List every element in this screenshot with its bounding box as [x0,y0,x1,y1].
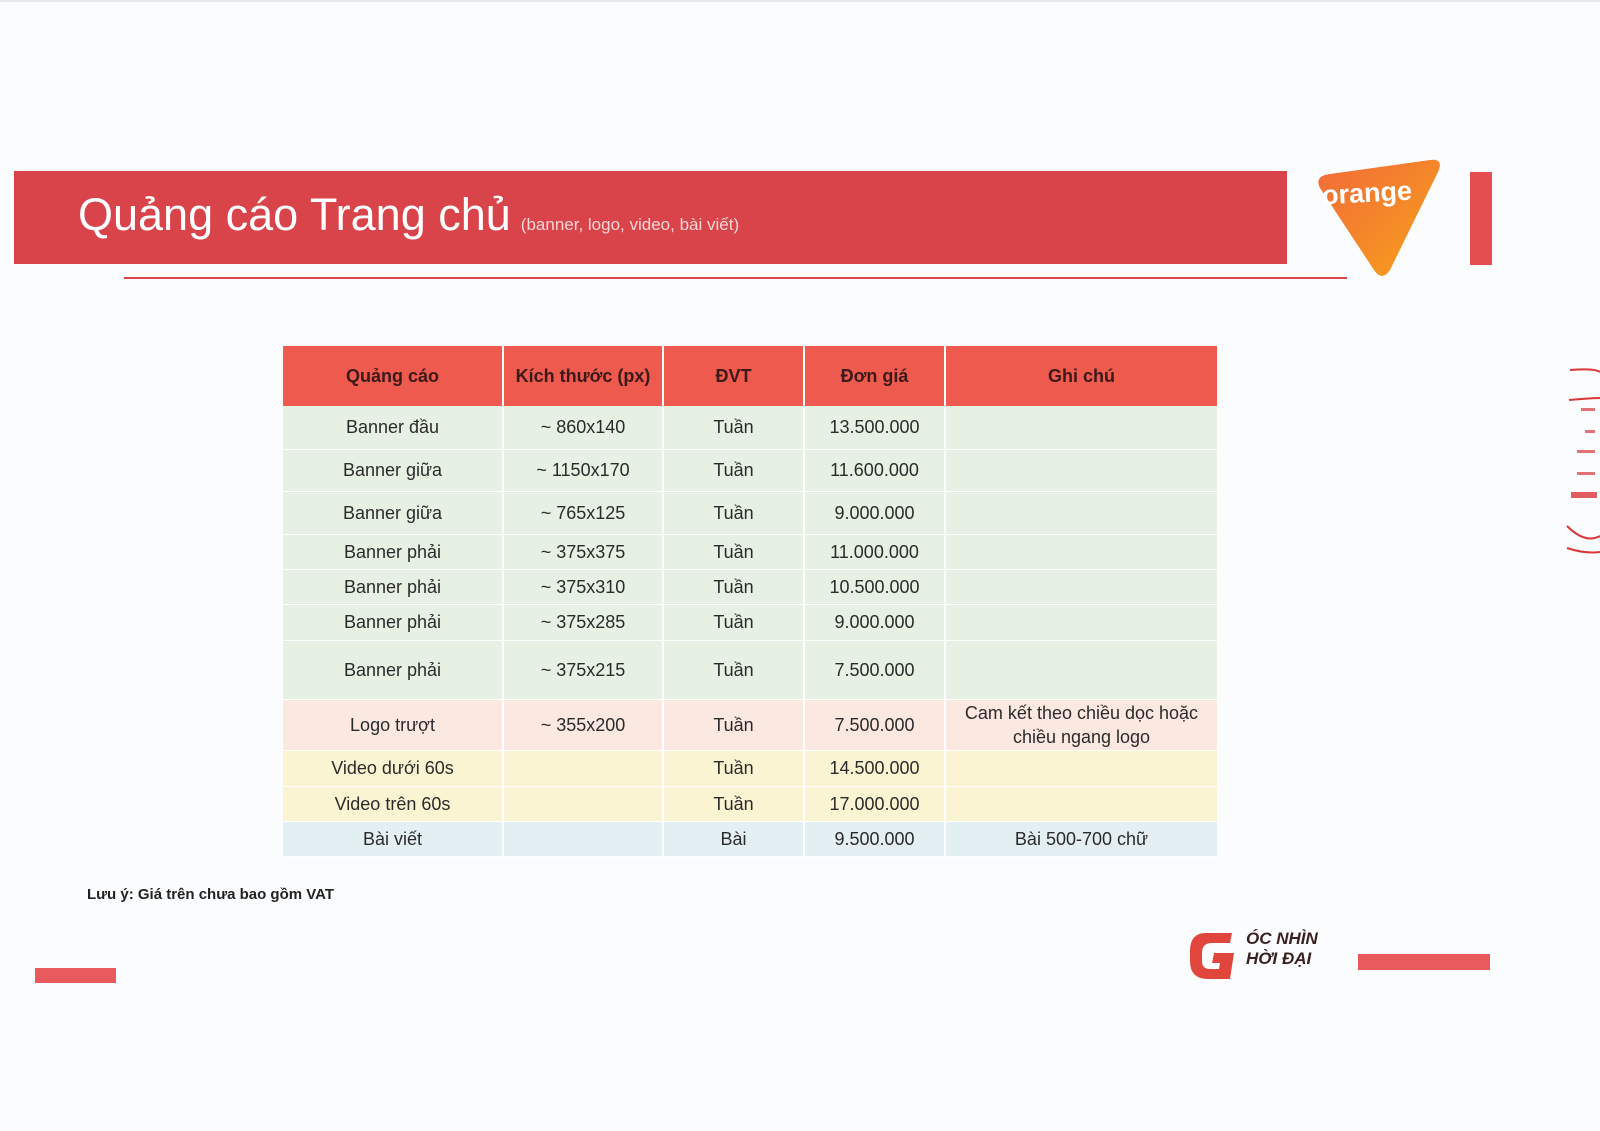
table-row [283,491,1217,534]
vat-footnote: Lưu ý: Giá trên chưa bao gồm VAT [87,886,335,903]
table-row [283,640,1217,699]
goc-nhin-line2: HỜI ĐẠI [1246,949,1312,968]
goc-nhin-g-icon [1186,929,1246,981]
cell-price: 13.500.000 [804,406,945,449]
cell-unit: Tuần [663,491,804,534]
cell-ad: Banner phải [283,604,503,640]
header-banner [14,171,1287,264]
cell-unit: Tuần [663,406,804,449]
col-header-unit: ĐVT [663,346,804,406]
cell-size [503,821,663,856]
orange-triangle-icon [1312,158,1442,280]
cell-size [503,750,663,786]
cell-price: 7.500.000 [804,699,945,750]
cell-ad: Bài viết [283,821,503,856]
table-row [283,449,1217,491]
red-stamp-icon [1565,368,1600,568]
right-accent-bar [1470,172,1492,265]
col-header-note: Ghi chú [945,346,1217,406]
cell-price: 11.600.000 [804,449,945,491]
cell-ad: Banner đầu [283,406,503,449]
table-row [283,821,1217,856]
cell-price: 14.500.000 [804,750,945,786]
table-row [283,569,1217,604]
cell-unit: Tuần [663,604,804,640]
cell-unit: Tuần [663,699,804,750]
orange-logo-text: orange [1321,175,1413,211]
goc-nhin-line1: ÓC NHÌN [1246,929,1318,948]
col-header-price: Đơn giá [804,346,945,406]
cell-size: ~ 765x125 [503,491,663,534]
cell-note [945,491,1217,534]
table-row [283,534,1217,569]
cell-ad: Banner phải [283,569,503,604]
table-header-row [283,346,1217,406]
cell-note [945,449,1217,491]
price-table [283,346,1217,857]
cell-unit: Tuần [663,449,804,491]
cell-note [945,569,1217,604]
cell-ad: Banner phải [283,640,503,699]
table-row [283,786,1217,821]
cell-unit: Tuần [663,750,804,786]
cell-size: ~ 375x285 [503,604,663,640]
cell-note [945,786,1217,821]
goc-nhin-logo-text [1246,929,1318,969]
right-accent-footer-bar [1358,954,1490,970]
page-title [78,189,739,241]
cell-price: 10.500.000 [804,569,945,604]
left-accent-bar [35,968,116,983]
cell-note [945,750,1217,786]
cell-ad: Video trên 60s [283,786,503,821]
cell-size: ~ 860x140 [503,406,663,449]
cell-ad: Video dưới 60s [283,750,503,786]
table-row [283,604,1217,640]
cell-ad: Logo trượt [283,699,503,750]
page-subtitle: (banner, logo, video, bài viết) [520,215,740,234]
cell-size [503,786,663,821]
page-title-text: Quảng cáo Trang chủ [78,189,511,240]
cell-size: ~ 355x200 [503,699,663,750]
col-header-size: Kích thước (px) [503,346,663,406]
cell-note [945,406,1217,449]
table-row [283,750,1217,786]
cell-ad: Banner giữa [283,449,503,491]
cell-size: ~ 1150x170 [503,449,663,491]
cell-price: 9.500.000 [804,821,945,856]
cell-note: Bài 500-700 chữ [945,821,1217,856]
top-border [0,0,1600,2]
cell-size: ~ 375x375 [503,534,663,569]
cell-price: 9.000.000 [804,604,945,640]
table-row [283,406,1217,449]
cell-ad: Banner giữa [283,491,503,534]
cell-price: 11.000.000 [804,534,945,569]
cell-unit: Tuần [663,534,804,569]
cell-unit: Tuần [663,569,804,604]
cell-price: 17.000.000 [804,786,945,821]
cell-note [945,640,1217,699]
cell-price: 9.000.000 [804,491,945,534]
cell-note [945,534,1217,569]
goc-nhin-logo [1186,929,1336,981]
cell-size: ~ 375x215 [503,640,663,699]
cell-unit: Tuần [663,786,804,821]
col-header-ad: Quảng cáo [283,346,503,406]
cell-size: ~ 375x310 [503,569,663,604]
orange-logo [1312,158,1442,280]
table-row [283,699,1217,750]
cell-unit: Tuần [663,640,804,699]
cell-note [945,604,1217,640]
cell-note: Cam kết theo chiều dọc hoặc chiều ngang logo [945,699,1217,750]
cell-unit: Bài [663,821,804,856]
cell-price: 7.500.000 [804,640,945,699]
cell-ad: Banner phải [283,534,503,569]
header-divider [124,277,1347,279]
